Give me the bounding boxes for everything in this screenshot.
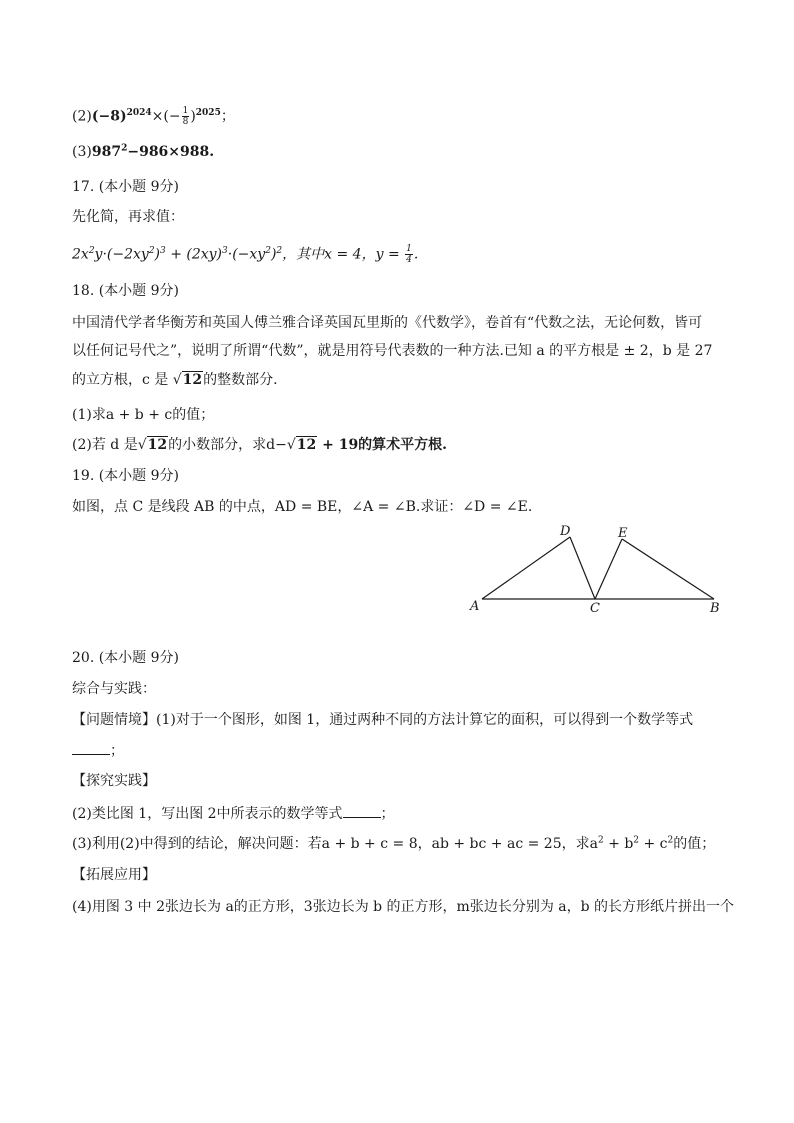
label-D: D (560, 524, 571, 539)
geometry-figure (460, 515, 730, 620)
segment-AD (482, 537, 570, 599)
q20-sub4: (4)用图 3 中 2张边长为 a的正方形，3张边长为 b 的正方形，m张边长分别为 a，b 的长方形纸片拼出一个 (72, 899, 735, 915)
q20-situation: 【问题情境】(1)对于一个图形，如图 1，通过两种不同的方法计算它的面积，可以得到一个数学等式 (72, 712, 694, 728)
q18-sub2: (2)若 d 是√12的小数部分，求d−√12 + 19的算术平方根. (72, 437, 448, 453)
segment-DC (570, 537, 595, 599)
answer-blank[interactable] (72, 740, 110, 755)
segment-EB (622, 539, 714, 599)
q17-expression: $2x^2y\cdot(-2xy^2)^3 + (2xy)^3\cdot(-xy^2)^2$，其中x = 4，y = $\frac{1}{4}$ . (72, 244, 419, 265)
fraction-one-quarter: $\frac{1}{4}$ (406, 244, 412, 265)
q20-extend: 【拓展应用】 (72, 867, 156, 883)
q18-line2: 以任何记号代之”，说明了所谓“代数”，就是用符号代表数的一种方法.已知 a 的平方根是 ± 2，b 是 27 (72, 343, 713, 359)
fraction-one-eighth: $\frac{1}{8}$ (182, 106, 189, 127)
segment-CE (595, 539, 622, 599)
label-C: C (590, 601, 600, 616)
q19-header: 19. (本小题 9分) (72, 468, 179, 484)
q20-answer-line1: ； (72, 740, 124, 761)
q18-header: 18. (本小题 9分) (72, 283, 179, 299)
q20-sub2: (2)类比图 1，写出图 2中所表示的数学等式 ； (72, 803, 395, 824)
label-E: E (618, 526, 628, 541)
q20-intro: 综合与实践： (72, 681, 156, 697)
q18-line1: 中国清代学者华衡芳和英国人傅兰雅合译英国瓦里斯的《代数学》，卷首有“代数之法，无论何数，皆可 (72, 315, 703, 331)
label-A: A (470, 599, 480, 614)
q19-statement: 如图，点 C 是线段 AB 的中点，AD = BE，∠A = ∠B.求证：∠D = ∠E. (72, 499, 533, 515)
q20-sub3: (3)利用(2)中得到的结论，解决问题：若a + b + c = 8，ab + bc + ac = 25，求$a^2 + b^2 + c^2$的值； (72, 835, 716, 852)
q17-intro: 先化简，再求值： (72, 209, 184, 225)
q17-header: 17. (本小题 9分) (72, 179, 179, 195)
q16-part2: $(2)(-8)^{2024}\times(-$ $\frac{1}{8}$ )$^{2025}$； (72, 106, 235, 127)
q18-line3: 的立方根，c 是 √12的整数部分. (72, 372, 278, 388)
q18-sub1: (1)求a + b + c的值； (72, 407, 215, 423)
q16-part3: $(3)987^2-986\times 988$. (72, 143, 215, 160)
label-B: B (710, 601, 720, 616)
q20-explore: 【探究实践】 (72, 773, 156, 789)
answer-blank[interactable] (343, 803, 381, 818)
q20-header: 20. (本小题 9分) (72, 650, 179, 666)
